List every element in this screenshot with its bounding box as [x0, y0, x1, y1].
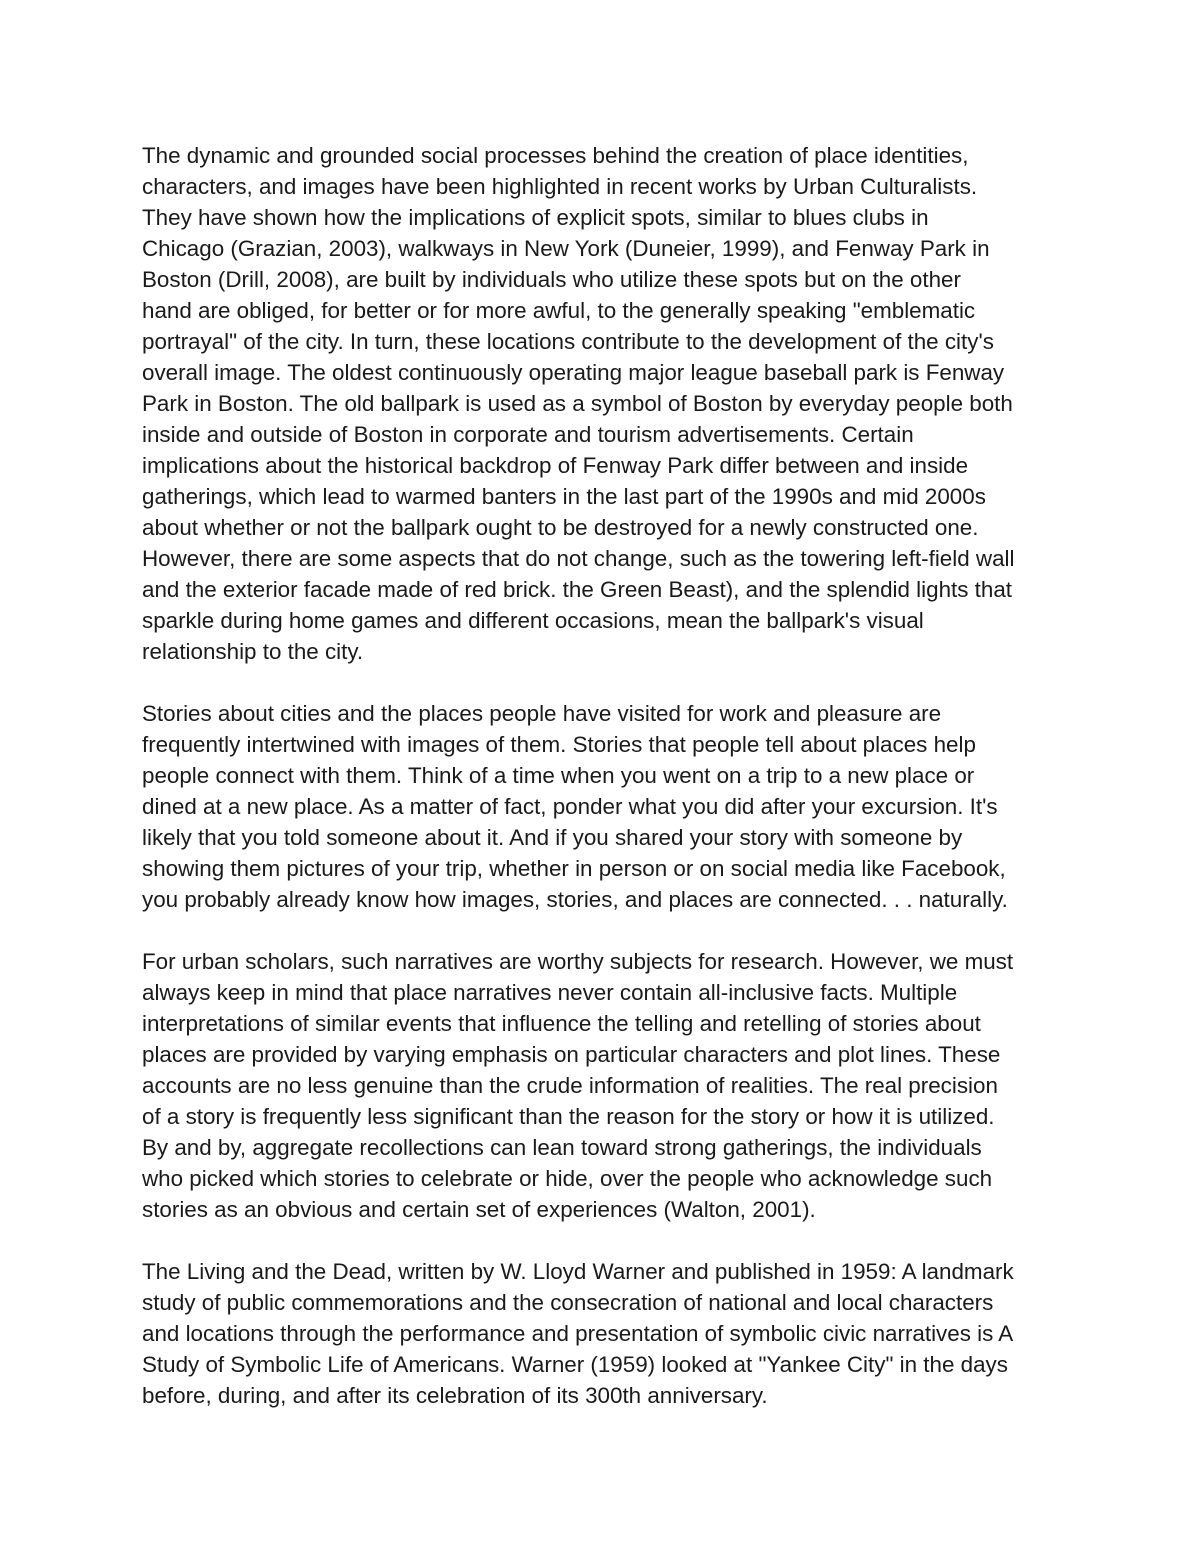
text-line: They have shown how the implications of explicit spots, similar to blues clubs in: [142, 205, 929, 230]
text-line: people connect with them. Think of a time when you went on a trip to a new place or: [142, 763, 975, 788]
text-line: accounts are no less genuine than the crude information of realities. The real precision: [142, 1073, 998, 1098]
text-line: Park in Boston. The old ballpark is used as a symbol of Boston by everyday people both: [142, 391, 1013, 416]
text-line: Chicago (Grazian, 2003), walkways in New York (Duneier, 1999), and Fenway Park in: [142, 236, 990, 261]
text-line: frequently intertwined with images of them. Stories that people tell about places help: [142, 732, 976, 757]
paragraph-3: [142, 946, 1062, 1225]
text-line: gatherings, which lead to warmed banters in the last part of the 1990s and mid 2000s: [142, 484, 986, 509]
text-line: places are provided by varying emphasis on particular characters and plot lines. These: [142, 1042, 1001, 1067]
text-line: However, there are some aspects that do not change, such as the towering left-field wall: [142, 546, 1015, 571]
text-line: interpretations of similar events that influence the telling and retelling of stories about: [142, 1011, 981, 1036]
text-line: implications about the historical backdrop of Fenway Park differ between and inside: [142, 453, 969, 478]
text-line: always keep in mind that place narratives never contain all-inclusive facts. Multiple: [142, 980, 958, 1005]
text-line: sparkle during home games and different occasions, mean the ballpark's visual: [142, 608, 924, 633]
text-line: overall image. The oldest continuously operating major league baseball park is Fenway: [142, 360, 1005, 385]
text-line: and the exterior facade made of red brick. the Green Beast), and the splendid lights that: [142, 577, 1013, 602]
text-line: relationship to the city.: [142, 639, 364, 664]
text-line: dined at a new place. As a matter of fact, ponder what you did after your excursion. It's: [142, 794, 998, 819]
text-line: The Living and the Dead, written by W. Lloyd Warner and published in 1959: A landmark: [142, 1259, 1014, 1284]
text-line: Boston (Drill, 2008), are built by individuals who utilize these spots but on the other: [142, 267, 961, 292]
text-line: The dynamic and grounded social processes behind the creation of place identities,: [142, 143, 969, 168]
text-line: hand are obliged, for better or for more awful, to the generally speaking "emblematic: [142, 298, 976, 323]
text-line: Stories about cities and the places people have visited for work and pleasure are: [142, 701, 942, 726]
text-line: Study of Symbolic Life of Americans. Warner (1959) looked at "Yankee City" in the days: [142, 1352, 1008, 1377]
paragraph-1: [142, 140, 1062, 667]
text-line: portrayal" of the city. In turn, these locations contribute to the development of the city's: [142, 329, 994, 354]
text-line: study of public commemorations and the consecration of national and local characters: [142, 1290, 994, 1315]
text-line: characters, and images have been highlighted in recent works by Urban Culturalists.: [142, 174, 978, 199]
text-line: who picked which stories to celebrate or hide, over the people who acknowledge such: [142, 1166, 993, 1191]
text-line: likely that you told someone about it. And if you shared your story with someone by: [142, 825, 963, 850]
text-line: inside and outside of Boston in corporate and tourism advertisements. Certain: [142, 422, 914, 447]
text-line: showing them pictures of your trip, whether in person or on social media like Facebook,: [142, 856, 1006, 881]
document-body: [142, 140, 1062, 1442]
text-line: For urban scholars, such narratives are worthy subjects for research. However, we must: [142, 949, 1014, 974]
text-line: about whether or not the ballpark ought to be destroyed for a newly constructed one.: [142, 515, 979, 540]
text-line: stories as an obvious and certain set of experiences (Walton, 2001).: [142, 1197, 816, 1222]
text-line: and locations through the performance and presentation of symbolic civic narratives is A: [142, 1321, 1014, 1346]
text-line: By and by, aggregate recollections can lean toward strong gatherings, the individuals: [142, 1135, 982, 1160]
paragraph-4: [142, 1256, 1062, 1411]
text-line: you probably already know how images, stories, and places are connected. . . naturally.: [142, 887, 1008, 912]
text-line: of a story is frequently less significant than the reason for the story or how it is utilized.: [142, 1104, 995, 1129]
text-line: before, during, and after its celebration of its 300th anniversary.: [142, 1383, 768, 1408]
paragraph-2: [142, 698, 1062, 915]
